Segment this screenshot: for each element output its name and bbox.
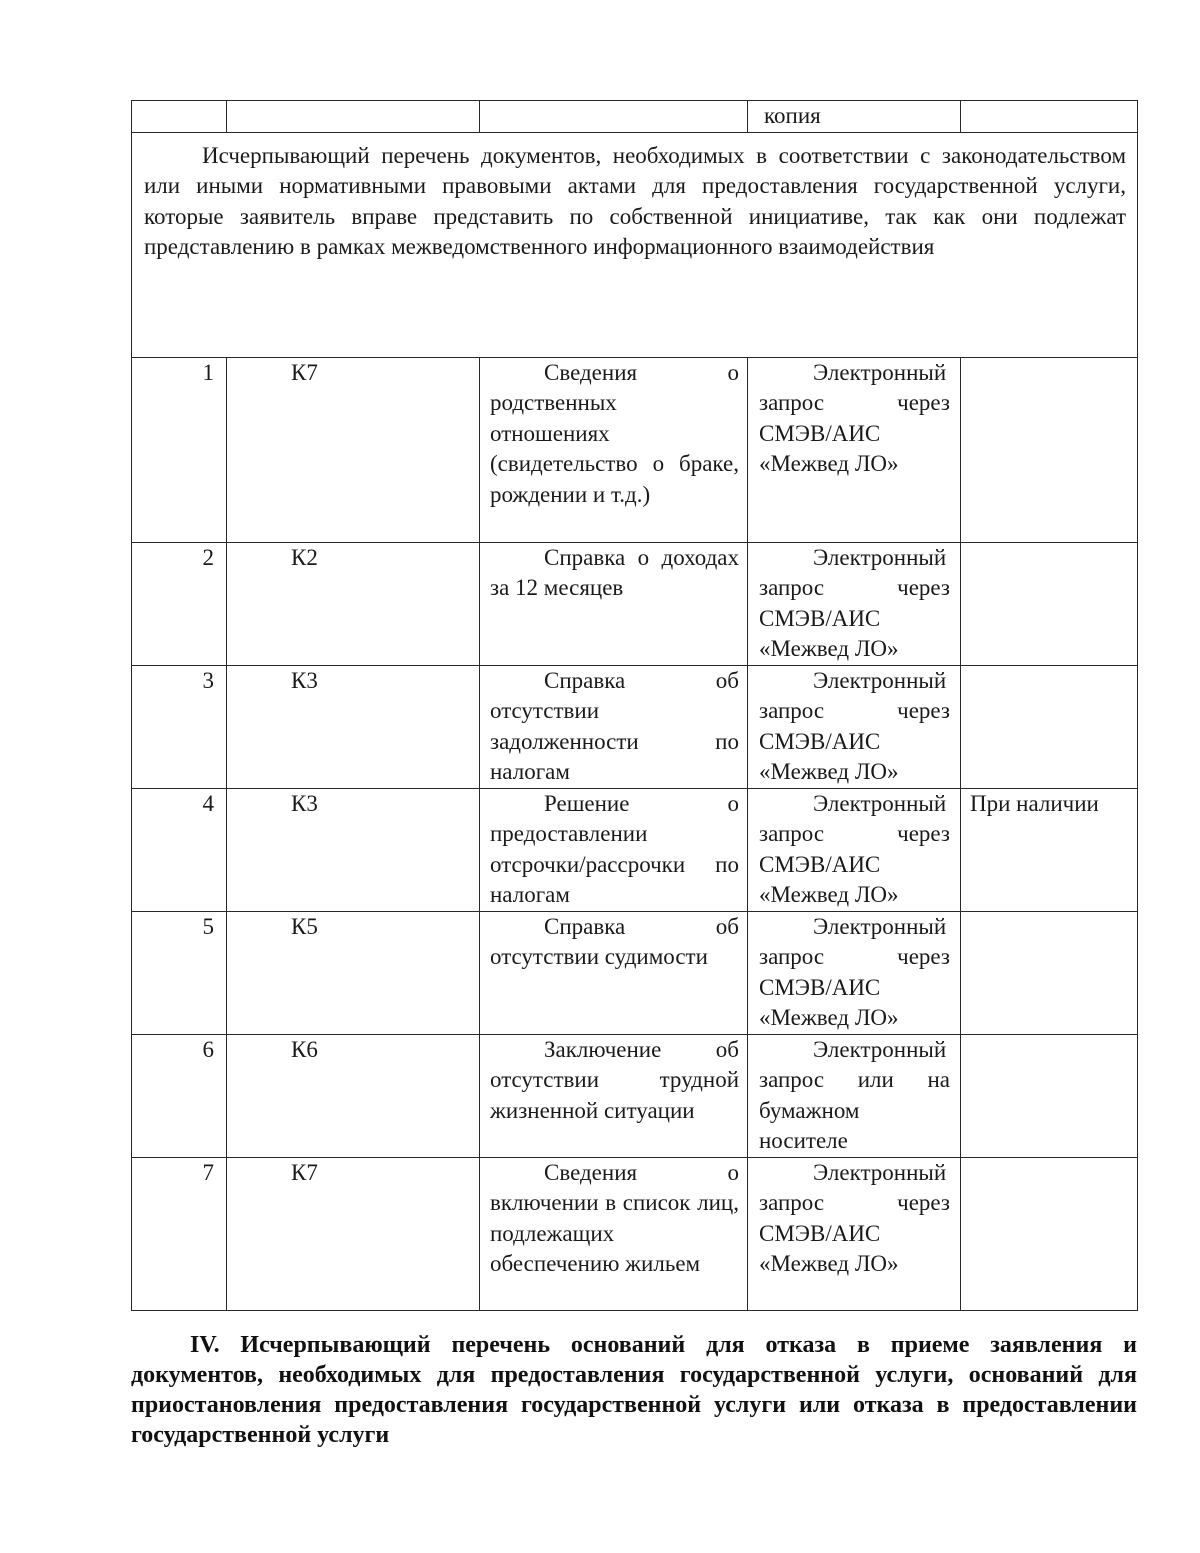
table-cell xyxy=(480,101,748,133)
row-number: 6 xyxy=(132,1034,227,1157)
row-method xyxy=(748,542,961,665)
row-document xyxy=(480,1157,748,1310)
row-document xyxy=(480,665,748,788)
row-document xyxy=(480,788,748,911)
row-method-text: Электронный запрос через СМЭВ/АИС «Межвед ЛО» xyxy=(759,667,950,784)
table-row xyxy=(132,1034,1138,1157)
row-document-text: Справка об отсутствии судимости xyxy=(490,913,739,969)
row-method xyxy=(748,665,961,788)
row-method-text: Электронный запрос через СМЭВ/АИС «Межвед ЛО» xyxy=(759,544,950,661)
row-method xyxy=(748,911,961,1034)
row-number: 5 xyxy=(132,911,227,1034)
documents-table xyxy=(131,100,1138,1311)
section-iv-heading xyxy=(131,1330,1137,1450)
row-number: 7 xyxy=(132,1157,227,1310)
row-document-text: Заключение об отсутствии трудной жизненной ситуации xyxy=(490,1036,739,1123)
table-row-continuation xyxy=(132,101,1138,133)
table-cell xyxy=(227,101,480,133)
row-note xyxy=(961,665,1138,788)
row-method xyxy=(748,788,961,911)
row-method-text: Электронный запрос через СМЭВ/АИС «Межвед ЛО» xyxy=(759,359,950,476)
table-row xyxy=(132,788,1138,911)
row-document-text: Решение о предоставлении отсрочки/рассрочки по налогам xyxy=(490,790,739,907)
table-row xyxy=(132,911,1138,1034)
row-document xyxy=(480,1034,748,1157)
row-code: К5 xyxy=(227,911,480,1034)
row-method xyxy=(748,357,961,542)
row-number: 3 xyxy=(132,665,227,788)
row-method-text: Электронный запрос через СМЭВ/АИС «Межвед ЛО» xyxy=(759,913,950,1030)
table-cell xyxy=(132,101,227,133)
table-cell xyxy=(961,101,1138,133)
row-code: К7 xyxy=(227,1157,480,1310)
row-code: К3 xyxy=(227,665,480,788)
row-document xyxy=(480,357,748,542)
row-note xyxy=(961,911,1138,1034)
table-row xyxy=(132,1157,1138,1310)
row-number: 2 xyxy=(132,542,227,665)
row-method xyxy=(748,1157,961,1310)
row-code: К2 xyxy=(227,542,480,665)
row-note xyxy=(961,1034,1138,1157)
table-cell-copy: копия xyxy=(748,101,961,133)
row-note xyxy=(961,1157,1138,1310)
row-note xyxy=(961,542,1138,665)
row-note xyxy=(961,357,1138,542)
row-document-text: Справка об отсутствии задолженности по налогам xyxy=(490,667,739,784)
table-row xyxy=(132,665,1138,788)
table-row xyxy=(132,542,1138,665)
section-header-text: Исчерпывающий перечень документов, необходимых в соответствии с законодательством или иными нормативными правовыми актами для предоставления государственной услуги, которые заявитель вправе представить по собственной инициативе, так как они подлежат представлению в рамках межведомственного информационного взаимодействия xyxy=(144,142,1126,259)
row-document xyxy=(480,911,748,1034)
section-header-cell xyxy=(132,132,1138,357)
row-method-text: Электронный запрос через СМЭВ/АИС «Межвед ЛО» xyxy=(759,790,950,907)
row-note: При наличии xyxy=(961,788,1138,911)
row-number: 1 xyxy=(132,357,227,542)
section-iv-heading-text: IV. Исчерпывающий перечень оснований для отказа в приеме заявления и документов, необходимых для предоставления государственной услуги, оснований для приостановления предоставления государственной услуги или отказа в предоставлении государственной услуги xyxy=(131,1332,1137,1448)
row-number: 4 xyxy=(132,788,227,911)
row-code: К7 xyxy=(227,357,480,542)
row-document-text: Сведения о включении в список лиц, подлежащих обеспечению жильем xyxy=(490,1159,739,1276)
row-document-text: Сведения о родственных отношениях (свидетельство о браке, рождении и т.д.) xyxy=(490,359,739,507)
row-code: К3 xyxy=(227,788,480,911)
row-document xyxy=(480,542,748,665)
row-document-text: Справка о доходах за 12 месяцев xyxy=(490,544,739,600)
row-code: К6 xyxy=(227,1034,480,1157)
table-section-header-row xyxy=(132,132,1138,357)
table-row xyxy=(132,357,1138,542)
row-method xyxy=(748,1034,961,1157)
row-method-text: Электронный запрос или на бумажном носителе xyxy=(759,1036,950,1153)
row-method-text: Электронный запрос через СМЭВ/АИС «Межвед ЛО» xyxy=(759,1159,950,1276)
